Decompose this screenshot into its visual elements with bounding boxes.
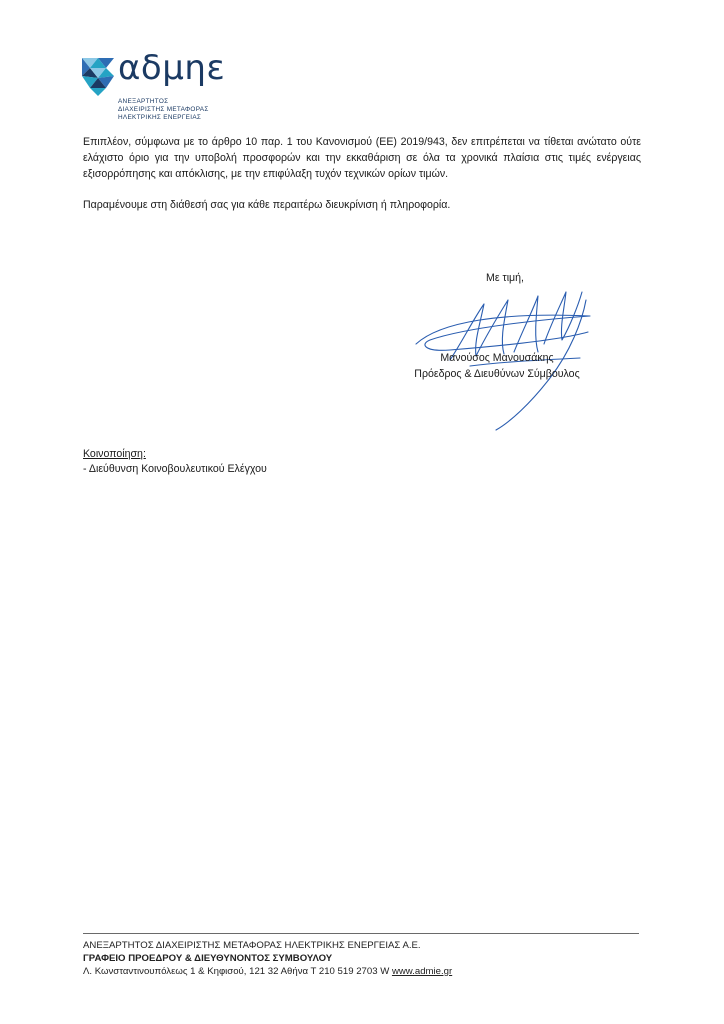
cc-list-item: - Διεύθυνση Κοινοβουλευτικού Ελέγχου [83,463,267,475]
logo-subtitle-line: ΗΛΕΚΤΡΙΚΗΣ ΕΝΕΡΓΕΙΑΣ [118,114,202,121]
body-paragraph-1: Επιπλέον, σύμφωνα με το άρθρο 10 παρ. 1 του Κανονισμού (ΕΕ) 2019/943, δεν επιτρέπεται να τίθεται ανώτατο ούτε ελάχιστο όριο για την υποβολή προσφορών και την εκκαθάριση σε όλα τα χρονικά πλαίσια στις τιμές ενέργειας εξισορρόπησης και απόκλισης, με την επιφύλαξη τυχόν τεχνικών ορίων τιμών. [83,136,641,180]
footer [83,939,639,978]
body-paragraph-2: Παραμένουμε στη διάθεσή σας για κάθε περαιτέρω διευκρίνιση ή πληροφορία. [83,199,451,211]
closing-salutation: Με τιμή, [486,272,524,284]
logo-subtitle [118,98,209,122]
footer-divider [83,933,639,934]
footer-address: Λ. Κωνσταντινουπόλεως 1 & Κηφισού, 121 32 Αθήνα Τ 210 519 2703 W [83,966,392,977]
logo-subtitle-line: ΔΙΑΧΕΙΡΙΣΤΗΣ ΜΕΤΑΦΟΡΑΣ [118,106,209,113]
footer-office-name: ΓΡΑΦΕΙΟ ΠΡΟΕΔΡΟΥ & ΔΙΕΥΘΥΝΟΝΤΟΣ ΣΥΜΒΟΥΛΟΥ [83,953,333,964]
footer-company-name: ΑΝΕΞΑΡΤΗΤΟΣ ΔΙΑΧΕΙΡΙΣΤΗΣ ΜΕΤΑΦΟΡΑΣ ΗΛΕΚΤΡΙΚΗΣ ΕΝΕΡΓΕΙΑΣ Α.Ε. [83,940,421,951]
logo-subtitle-line: ΑΝΕΞΑΡΤΗΤΟΣ [118,98,169,105]
footer-website-link[interactable]: www.admie.gr [391,966,453,977]
signer-name: Μανούσος Μανουσάκης [440,352,554,364]
signer-title: Πρόεδρος & Διευθύνων Σύμβουλος [414,368,580,380]
cc-heading: Κοινοποίηση: [83,448,146,460]
logo-mark-icon [80,56,116,96]
footer-contact-line [83,965,639,978]
logo-wordmark: αδμηε [118,48,226,88]
